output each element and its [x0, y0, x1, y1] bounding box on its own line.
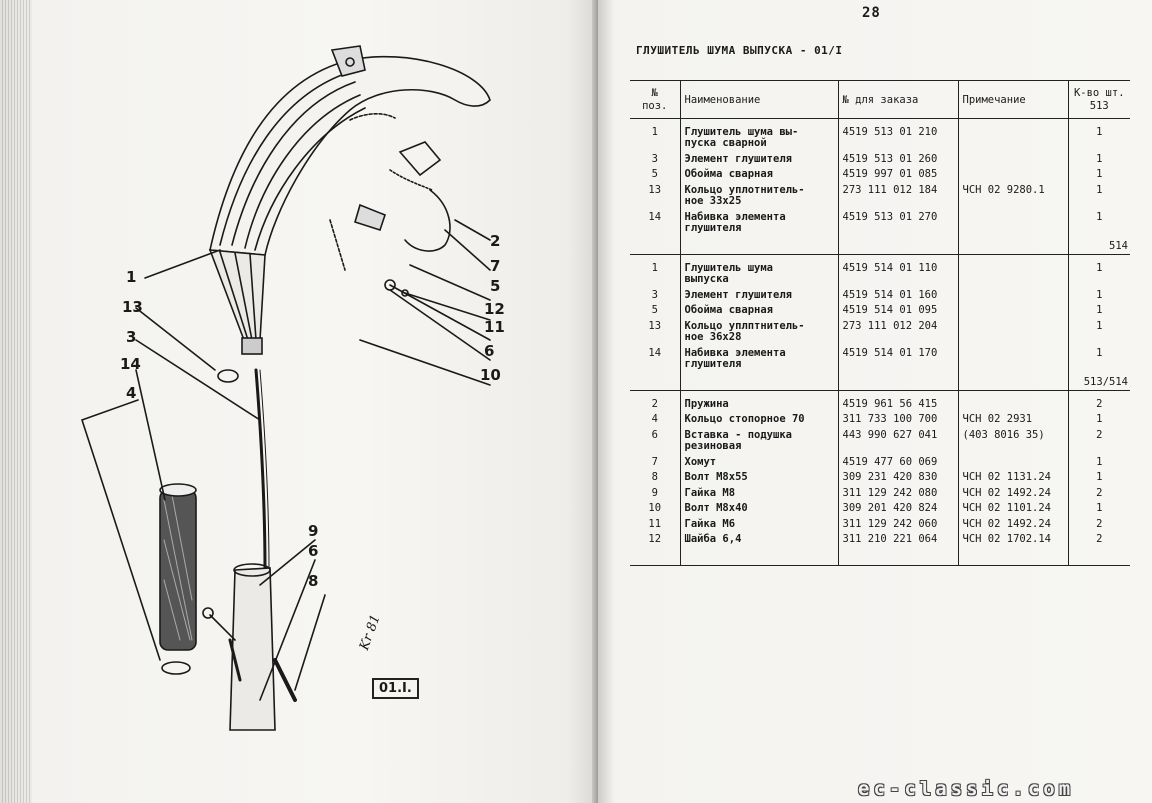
- cell-name: Вставка - подушка резиновая: [680, 428, 838, 455]
- cell-order-number: 311 210 221 064: [838, 532, 958, 548]
- cell-name: Кольцо уплотнитель- ное 33х25: [680, 183, 838, 210]
- table-row: [630, 517, 1130, 533]
- cell-name: Элемент глушителя: [680, 152, 838, 168]
- cell-name: Элемент глушителя: [680, 288, 838, 304]
- table-row: [630, 412, 1130, 428]
- table-row: [630, 532, 1130, 548]
- cell-order-number: 4519 961 56 415: [838, 397, 958, 413]
- cell-note: ЧСН 02 9280.1: [958, 183, 1068, 210]
- cell-name: Кольцо стопорное 70: [680, 412, 838, 428]
- callout-3: 3: [126, 328, 137, 346]
- cell-note: ЧСН 02 1492.24: [958, 486, 1068, 502]
- cell-quantity: 2: [1096, 428, 1103, 441]
- cell-name: Глушитель шума выпуска: [680, 261, 838, 288]
- callout-14: 14: [120, 355, 141, 373]
- seal-ring: [218, 370, 238, 382]
- table-row: [630, 397, 1130, 413]
- cell-position: 5: [630, 167, 680, 183]
- cell-note: ЧСН 02 2931: [958, 412, 1068, 428]
- table-row: [630, 501, 1130, 517]
- cell-note: ЧСН 02 1131.24: [958, 470, 1068, 486]
- table-row: [630, 486, 1130, 502]
- callout-11: 11: [484, 318, 505, 336]
- callout-9: 9: [308, 522, 319, 540]
- cell-quantity: 1: [1096, 455, 1103, 468]
- table-row: [630, 183, 1130, 210]
- cell-position: 4: [630, 412, 680, 428]
- sub-model-label: 514: [1068, 237, 1130, 255]
- cell-position: 7: [630, 455, 680, 471]
- cell-position: 1: [630, 125, 680, 152]
- cell-quantity: 2: [1096, 517, 1103, 530]
- cell-position: 3: [630, 288, 680, 304]
- cell-quantity: 1: [1096, 125, 1103, 138]
- cell-note: [958, 288, 1068, 304]
- table-row: [630, 303, 1130, 319]
- cell-order-number: 4519 514 01 160: [838, 288, 958, 304]
- cell-position: 1: [630, 261, 680, 288]
- cell-note: [958, 303, 1068, 319]
- cell-name: Хомут: [680, 455, 838, 471]
- cell-order-number: 443 990 627 041: [838, 428, 958, 455]
- sub-model-label: [1068, 548, 1130, 566]
- cell-note: [958, 125, 1068, 152]
- cell-quantity: 1: [1096, 471, 1103, 483]
- cell-order-number: 309 231 420 830: [838, 470, 958, 486]
- cell-quantity: 2: [1096, 397, 1103, 410]
- callout-10: 10: [480, 366, 501, 384]
- cell-position: 10: [630, 501, 680, 517]
- cell-name: Обойма сварная: [680, 303, 838, 319]
- cell-quantity: 1: [1096, 413, 1103, 425]
- cell-note: ЧСН 02 1492.24: [958, 517, 1068, 533]
- cell-position: 8: [630, 470, 680, 486]
- table-row: [630, 125, 1130, 152]
- cell-position: 14: [630, 346, 680, 373]
- cell-name: Кольцо уплптнитель- ное 36х28: [680, 319, 838, 346]
- header-order-number: № для заказа: [838, 81, 958, 119]
- cell-note: [958, 261, 1068, 288]
- cell-note: [958, 152, 1068, 168]
- cell-quantity: 1: [1096, 261, 1103, 274]
- cell-note: [958, 455, 1068, 471]
- page-edges: [0, 0, 32, 803]
- cell-quantity: 1: [1096, 152, 1103, 165]
- page-title: ГЛУШИТЕЛЬ ШУМА ВЫПУСКА - 01/I: [636, 44, 843, 57]
- cell-order-number: 4519 514 01 110: [838, 261, 958, 288]
- table-row: [630, 210, 1130, 237]
- cell-order-number: 273 111 012 184: [838, 183, 958, 210]
- callout-12: 12: [484, 300, 505, 318]
- cell-note: ЧСН 02 1101.24: [958, 501, 1068, 517]
- callout-1: 1: [126, 268, 137, 286]
- cell-note: [958, 210, 1068, 237]
- callout-4: 4: [126, 384, 137, 402]
- table-row: [630, 288, 1130, 304]
- header-note: Примечание: [958, 81, 1068, 119]
- cell-name: Волт М8х55: [680, 470, 838, 486]
- cell-name: Пружина: [680, 397, 838, 413]
- watermark: ec-classic.com: [858, 778, 1075, 800]
- group-footer-row: [630, 548, 1130, 566]
- cell-quantity: 1: [1096, 168, 1103, 180]
- cell-name: Волт М8х40: [680, 501, 838, 517]
- parts-table: [630, 80, 1130, 566]
- cell-order-number: 4519 513 01 210: [838, 125, 958, 152]
- cell-name: Гайка М8: [680, 486, 838, 502]
- cell-quantity: 1: [1096, 288, 1103, 301]
- cell-quantity: 1: [1096, 502, 1103, 514]
- cell-position: 13: [630, 319, 680, 346]
- cell-position: 11: [630, 517, 680, 533]
- cell-name: Набивка элемента глушителя: [680, 210, 838, 237]
- table-row: [630, 470, 1130, 486]
- header-name: Наименование: [680, 81, 838, 119]
- group-footer-row: [630, 373, 1130, 391]
- cell-order-number: 4519 513 01 270: [838, 210, 958, 237]
- cell-order-number: 311 129 242 060: [838, 517, 958, 533]
- cell-quantity: 2: [1096, 533, 1103, 545]
- cell-note: [958, 346, 1068, 373]
- parts-table-body: [630, 119, 1130, 566]
- table-row: [630, 319, 1130, 346]
- table-row: [630, 455, 1130, 471]
- callout-6-bottom: 6: [308, 542, 319, 560]
- header-position: № поз.: [630, 81, 680, 119]
- table-header-row: [630, 81, 1130, 119]
- table-row: [630, 346, 1130, 373]
- cell-order-number: 4519 514 01 170: [838, 346, 958, 373]
- cell-order-number: 273 111 012 204: [838, 319, 958, 346]
- callout-6-top: 6: [484, 342, 495, 360]
- cell-quantity: 1: [1096, 183, 1103, 196]
- cell-order-number: 4519 997 01 085: [838, 167, 958, 183]
- cell-note: [958, 167, 1068, 183]
- tail-pipe: [230, 568, 275, 730]
- cell-order-number: 311 129 242 080: [838, 486, 958, 502]
- cell-quantity: 1: [1096, 319, 1103, 332]
- cell-position: 5: [630, 303, 680, 319]
- cell-position: 6: [630, 428, 680, 455]
- table-row: [630, 428, 1130, 455]
- cell-quantity: 1: [1096, 210, 1103, 223]
- sub-model-label: 513/514: [1068, 373, 1130, 391]
- cell-position: 2: [630, 397, 680, 413]
- cell-order-number: 4519 513 01 260: [838, 152, 958, 168]
- cell-position: 3: [630, 152, 680, 168]
- callout-7: 7: [490, 257, 501, 275]
- header-quantity: К-во шт. 513: [1068, 81, 1130, 119]
- cell-position: 9: [630, 486, 680, 502]
- table-row: [630, 167, 1130, 183]
- cell-order-number: 4519 514 01 095: [838, 303, 958, 319]
- retaining-ring: [162, 662, 190, 674]
- cell-name: Обойма сварная: [680, 167, 838, 183]
- cell-quantity: 2: [1096, 486, 1103, 499]
- cell-quantity: 1: [1096, 304, 1103, 316]
- cell-note: ЧСН 02 1702.14: [958, 532, 1068, 548]
- cell-position: 14: [630, 210, 680, 237]
- cell-quantity: 1: [1096, 346, 1103, 359]
- cell-name: Шайба 6,4: [680, 532, 838, 548]
- cell-order-number: 309 201 420 824: [838, 501, 958, 517]
- cell-order-number: 4519 477 60 069: [838, 455, 958, 471]
- callout-5: 5: [490, 277, 501, 295]
- figure-tag: 01.I.: [372, 678, 419, 699]
- cell-name: Гайка М6: [680, 517, 838, 533]
- cell-position: 13: [630, 183, 680, 210]
- cell-order-number: 311 733 100 700: [838, 412, 958, 428]
- cell-note: [958, 319, 1068, 346]
- page-number: 28: [862, 5, 881, 21]
- cell-name: Глушитель шума вы- пуска сварной: [680, 125, 838, 152]
- table-row: [630, 152, 1130, 168]
- table-row: [630, 261, 1130, 288]
- cell-position: 12: [630, 532, 680, 548]
- callout-13: 13: [122, 298, 143, 316]
- cell-name: Набивка элемента глушителя: [680, 346, 838, 373]
- cell-note: (403 8016 35): [958, 428, 1068, 455]
- callout-8: 8: [308, 572, 319, 590]
- group-footer-row: [630, 237, 1130, 255]
- callout-2: 2: [490, 232, 501, 250]
- draftsman-signature: Kr 81: [356, 612, 384, 653]
- cell-note: [958, 397, 1068, 413]
